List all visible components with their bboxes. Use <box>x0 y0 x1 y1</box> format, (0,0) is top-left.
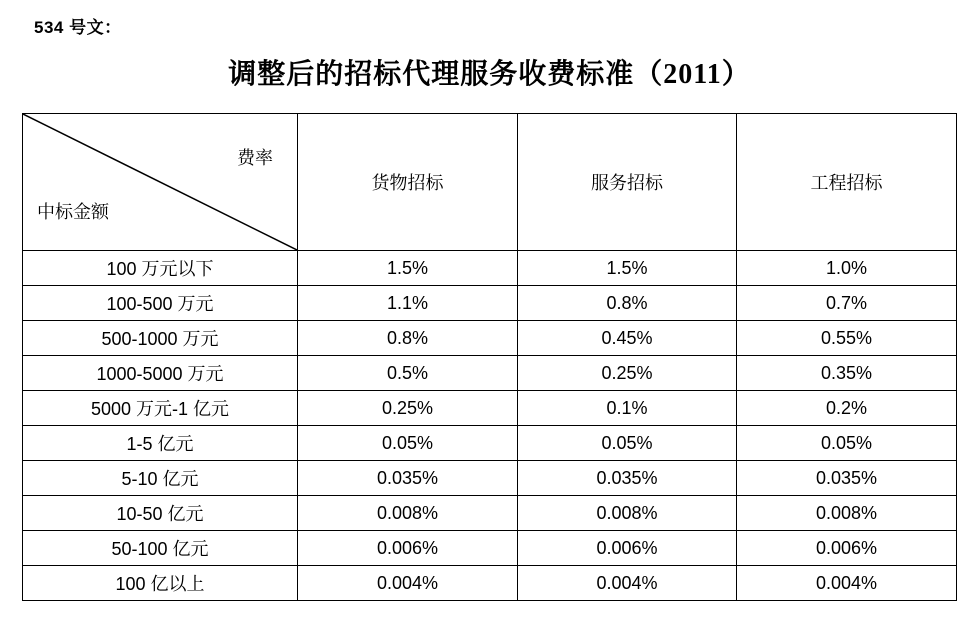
row-value-service: 0.004% <box>518 566 737 601</box>
row-value-service: 0.8% <box>518 286 737 321</box>
row-value-engineering: 0.55% <box>737 321 957 356</box>
table-row <box>23 461 957 496</box>
row-value-service: 1.5% <box>518 251 737 286</box>
row-label: 500-1000 万元 <box>23 321 298 356</box>
table-row <box>23 286 957 321</box>
row-value-service: 0.1% <box>518 391 737 426</box>
row-label: 1000-5000 万元 <box>23 356 298 391</box>
table-row <box>23 321 957 356</box>
row-value-goods: 1.1% <box>298 286 518 321</box>
row-value-service: 0.008% <box>518 496 737 531</box>
row-value-goods: 0.035% <box>298 461 518 496</box>
table-row <box>23 566 957 601</box>
row-value-service: 0.035% <box>518 461 737 496</box>
row-value-engineering: 0.05% <box>737 426 957 461</box>
row-value-engineering: 0.004% <box>737 566 957 601</box>
row-value-goods: 0.25% <box>298 391 518 426</box>
column-header-engineering: 工程招标 <box>737 114 957 251</box>
table-row <box>23 391 957 426</box>
corner-rate-label: 费率 <box>237 148 273 168</box>
table-corner-header <box>23 114 298 251</box>
table-header-row <box>23 114 957 251</box>
table-row <box>23 251 957 286</box>
row-value-goods: 0.8% <box>298 321 518 356</box>
row-value-service: 0.05% <box>518 426 737 461</box>
row-value-engineering: 1.0% <box>737 251 957 286</box>
row-label: 100 亿以上 <box>23 566 298 601</box>
corner-amount-label: 中标金额 <box>37 202 109 222</box>
row-value-engineering: 0.35% <box>737 356 957 391</box>
row-value-engineering: 0.006% <box>737 531 957 566</box>
row-value-goods: 0.05% <box>298 426 518 461</box>
row-label: 5000 万元-1 亿元 <box>23 391 298 426</box>
column-header-service: 服务招标 <box>518 114 737 251</box>
page-title: 调整后的招标代理服务收费标准（2011） <box>228 59 751 90</box>
table-row <box>23 426 957 461</box>
table-row <box>23 496 957 531</box>
document-reference-note: 534 号文： <box>34 18 122 37</box>
row-value-service: 0.25% <box>518 356 737 391</box>
row-value-engineering: 0.008% <box>737 496 957 531</box>
table-row <box>23 531 957 566</box>
row-value-engineering: 0.2% <box>737 391 957 426</box>
row-value-goods: 0.004% <box>298 566 518 601</box>
column-header-goods: 货物招标 <box>298 114 518 251</box>
row-label: 50-100 亿元 <box>23 531 298 566</box>
row-value-goods: 1.5% <box>298 251 518 286</box>
row-label: 1-5 亿元 <box>23 426 298 461</box>
row-value-engineering: 0.7% <box>737 286 957 321</box>
row-value-goods: 0.5% <box>298 356 518 391</box>
row-label: 10-50 亿元 <box>23 496 298 531</box>
row-label: 5-10 亿元 <box>23 461 298 496</box>
row-label: 100 万元以下 <box>23 251 298 286</box>
row-value-service: 0.006% <box>518 531 737 566</box>
diagonal-divider-icon <box>23 114 297 250</box>
row-value-goods: 0.008% <box>298 496 518 531</box>
row-value-goods: 0.006% <box>298 531 518 566</box>
row-label: 100-500 万元 <box>23 286 298 321</box>
fee-standard-table <box>22 113 957 601</box>
row-value-service: 0.45% <box>518 321 737 356</box>
row-value-engineering: 0.035% <box>737 461 957 496</box>
table-row <box>23 356 957 391</box>
